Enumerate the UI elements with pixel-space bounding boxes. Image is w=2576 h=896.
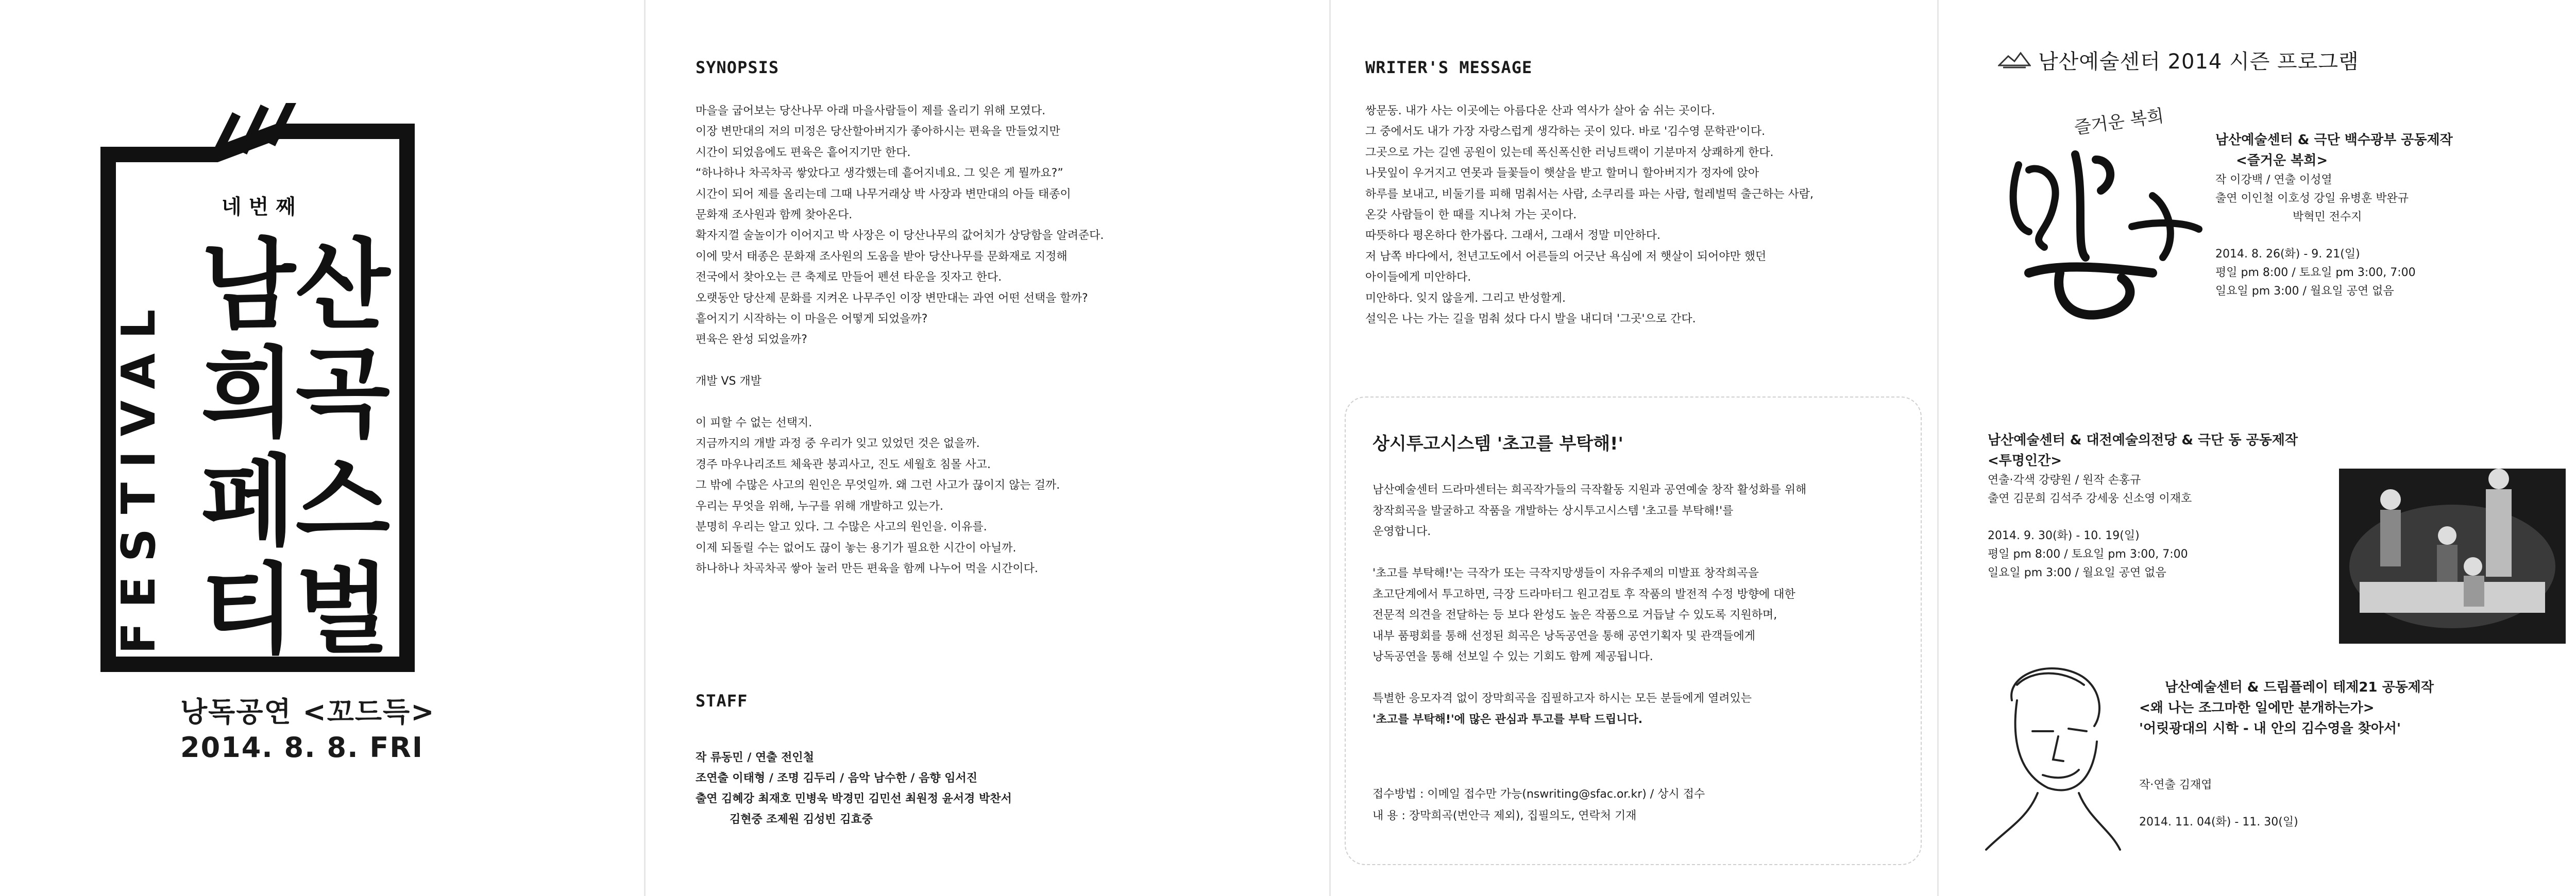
program-schedule: 일요일 pm 3:00 / 월요일 공연 없음: [2215, 285, 2394, 298]
synopsis-subheading: 개발 VS 개발: [696, 375, 762, 388]
program-title: <왜 나는 조그마한 일에만 분개하는가>: [2139, 700, 2375, 716]
synopsis-line: 편육은 완성 되었을까?: [696, 333, 807, 347]
program-detail: 출연 김문희 김석주 강세웅 신소영 이재호: [1988, 492, 2192, 505]
staff-line: 김현중 조제원 김성빈 김효중: [730, 813, 873, 826]
synopsis-line: 마을을 굽어보는 당산나무 아래 마을사람들이 제를 올리기 위해 모였다.: [696, 105, 1046, 117]
notice-line: 전문적 의견을 전달하는 등 보다 완성도 높은 작품으로 거듭날 수 있도록 지원하며,: [1372, 609, 1777, 622]
synopsis-line: 이에 맞서 태종은 문화재 조사원의 도움을 받아 당산나무를 문화재로 지정해: [696, 250, 1067, 263]
synopsis-line: “하나하나 차곡차곡 쌓았다고 생각했는데 흩어지네요. 그 잊은 게 뭘까요?”: [696, 167, 1063, 180]
notice-line: 낭독공연을 통해 선보일 수 있는 기회도 함께 제공됩니다.: [1372, 650, 1653, 663]
staff-credits: [696, 748, 1303, 830]
staff-heading: STAFF: [696, 691, 748, 711]
synopsis-line: 확자지껄 술놀이가 이어지고 박 사장은 이 당산나무의 값어치가 상당함을 알려준다.: [696, 229, 1104, 243]
submission-notice-box: [1345, 397, 1922, 865]
notice-line: 초고단계에서 투고하면, 극장 드라마터그 원고검토 후 작품의 발전적 수정 방향에 대한: [1372, 588, 1795, 601]
program-spacer: [1988, 508, 2298, 527]
writer-line: 그곳으로 가는 길엔 공원이 있는데 폭신폭신한 러닝트랙이 기분마저 상쾌하게 한다.: [1365, 146, 1774, 159]
synopsis-line: 이장 변만대의 저의 미정은 당산할아버지가 좋아하시는 편육을 만들었지만: [696, 125, 1060, 139]
program-title: <즐거운 복희>: [2236, 153, 2328, 168]
submission-notice-text: [1372, 480, 1913, 730]
namsan-logo-icon: [1998, 50, 2031, 71]
program-detail: 작 이강백 / 연출 이성열: [2215, 174, 2332, 186]
writer-line: 쌍문동. 내가 사는 이곳에는 아름다운 산과 역사가 살아 숨 쉬는 곳이다.: [1365, 105, 1715, 117]
program-schedule: 평일 pm 8:00 / 토요일 pm 3:00, 7:00: [2215, 266, 2416, 279]
notice-line: 내부 품평회를 통해 선정된 희곡은 낭독공연을 통해 공연기획자 및 관객들에게: [1372, 629, 1756, 643]
synopsis-line: 오랫동안 당산제 문화를 지켜온 나무주인 이장 변만대는 과연 어떤 선택을 할까?: [696, 291, 1088, 305]
program-spacer: [2139, 739, 2434, 757]
program-detail: 연출·각색 강량원 / 원작 손홍규: [1988, 474, 2141, 487]
staff-line: 작 류동민 / 연출 전인철: [696, 751, 814, 764]
program-title: <투명인간>: [1988, 453, 2062, 469]
synopsis-spacer: [696, 351, 1303, 371]
season-title: 남산예술센터 2014 시즌 프로그램: [2038, 50, 2359, 74]
program-item-invisible-man: [1988, 430, 2298, 582]
season-header: [1998, 45, 2359, 75]
synopsis-line: 지금까지의 개발 과정 중 우리가 잊고 있었던 것은 없을까.: [696, 437, 980, 451]
calligraphy-artwork: [1998, 103, 2214, 340]
program-spacer: [2215, 227, 2453, 245]
program-dates: 2014. 11. 04(화) - 11. 30(일): [2139, 816, 2298, 829]
performance-date: 2014. 8. 8. FRI: [180, 731, 423, 764]
submission-notice-title: 상시투고시스템 '초고를 부탁해!': [1372, 434, 1623, 454]
contact-method: 접수방법 : 이메일 접수만 가능(nswriting@sfac.or.kr) / 상시 접수: [1372, 788, 1705, 801]
festival-logo: [98, 103, 639, 711]
notice-line: 창작희곡을 발굴하고 작품을 개발하는 상시투고시스템 '초고를 부탁해!'를: [1372, 504, 1734, 518]
notice-spacer: [1372, 543, 1913, 564]
writer-line: 하루를 보내고, 비둘기를 피해 멈춰서는 사람, 소쿠리를 파는 사람, 헐레벌떡 출근하는 사람,: [1365, 187, 1814, 201]
contact-content: 내 용 : 장막희곡(번안극 제외), 집필의도, 연락처 기재: [1372, 809, 1637, 822]
logo-title-line-1: 남산: [201, 229, 391, 342]
writer-line: 저 남쪽 바다에서, 천년고도에서 어른들의 어긋난 욕심에 저 햇살이 되어야만 했던: [1365, 250, 1767, 263]
writer-line: 나뭇잎이 우거지고 연못과 들꽃들이 햇살을 받고 할머니 할아버지가 정자에 앉아: [1365, 167, 1759, 180]
synopsis-line: 문화재 조사원과 함께 찾아온다.: [696, 209, 853, 222]
season-program-panel: [1937, 0, 2576, 896]
notice-line: 남산예술센터 드라마센터는 희곡작가들의 극작활동 지원과 공연예술 창작 활성화를 위해: [1372, 484, 1807, 496]
writer-message-heading: WRITER'S MESSAGE: [1365, 58, 1533, 77]
staff-line: 조연출 이태형 / 조명 김두리 / 음악 남수한 / 음향 임서진: [696, 772, 977, 785]
writer-line: 온갖 사람들이 한 때를 지나쳐 가는 곳이다.: [1365, 209, 1577, 222]
writer-line: 설익은 나는 가는 길을 멈춰 섰다 다시 발을 내디뎌 '그곳'으로 간다.: [1365, 313, 1696, 326]
program-title: 남산예술센터 & 드림플레이 테제21 공동제작: [2165, 680, 2434, 695]
writer-message-panel: [1329, 0, 1937, 896]
synopsis-spacer: [696, 392, 1303, 413]
program-title: '어릿광대의 시학 - 내 안의 김수영을 찾아서': [2139, 721, 2401, 736]
stage-photo-image: [2329, 412, 2571, 669]
program-dates: 2014. 9. 30(화) - 10. 19(일): [1988, 529, 2140, 542]
synopsis-line: 그 밖에 수많은 사고의 원인은 무엇일까. 왜 그런 사고가 끊이지 않는 걸까.: [696, 479, 1060, 492]
logo-edition: 네 번 째: [222, 195, 296, 219]
program-schedule: 평일 pm 8:00 / 토요일 pm 3:00, 7:00: [1988, 548, 2188, 561]
writer-line: 아이들에게 미안하다.: [1365, 271, 1471, 284]
synopsis-panel: [644, 0, 1329, 896]
logo-title-line-4: 티벌: [201, 553, 391, 667]
synopsis-line: 분명히 우리는 알고 있다. 그 수많은 사고의 원인을. 이유를.: [696, 521, 987, 534]
program-title: 남산예술센터 & 대전예술의전당 & 극단 동 공동제작: [1988, 433, 2298, 448]
logo-title-line-2: 희곡: [201, 337, 391, 451]
logo-title-line-3: 페스: [201, 445, 391, 559]
synopsis-line: 경주 마우나리조트 체육관 붕괴사고, 진도 세월호 침몰 사고.: [696, 458, 991, 471]
festival-cover-panel: [0, 0, 644, 896]
program-detail: 박혁민 전수지: [2293, 211, 2362, 223]
writer-message-text: [1365, 101, 1922, 330]
synopsis-line: 이 피할 수 없는 선택지.: [696, 417, 812, 430]
synopsis-line: 시간이 되어 제를 올리는데 그때 나무거래상 박 사장과 변만대의 아들 태종이: [696, 187, 1071, 201]
writer-line: 따뜻하다 평온하다 한가롭다. 그래서, 그래서 정말 미안하다.: [1365, 229, 1660, 243]
synopsis-line: 이제 되돌릴 수는 없어도 끊이 놓는 용기가 필요한 시간이 아닐까.: [696, 541, 1016, 555]
synopsis-text: [696, 101, 1303, 579]
synopsis-line: 하나하나 차곡차곡 쌓아 눌러 만든 편육을 함께 나누어 먹을 시간이다.: [696, 562, 1038, 575]
program-detail: 작·연출 김재엽: [2139, 779, 2212, 791]
submission-contact: [1372, 784, 1705, 827]
writer-line: 그 중에서도 내가 가장 자랑스럽게 생각하는 곳이 있다. 바로 '김수영 문학관'이다.: [1365, 125, 1766, 139]
notice-line: '초고를 부탁해!'에 많은 관심과 투고를 부탁 드립니다.: [1372, 713, 1643, 726]
program-dates: 2014. 8. 26(화) - 9. 21(일): [2215, 248, 2360, 261]
writer-line: 미안하다. 잊지 않을게. 그리고 반성할게.: [1365, 291, 1566, 305]
notice-spacer: [1372, 668, 1913, 689]
notice-line: '초고를 부탁해!'는 극작가 또는 극작지망생들이 자유주제의 미발표 창작희곡을: [1372, 567, 1759, 580]
program-detail: 출연 이인철 이호성 강일 유병훈 박완규: [2215, 192, 2409, 205]
program-item-joyful-bokhui: [2215, 130, 2453, 301]
program-spacer: [2139, 757, 2434, 776]
synopsis-line: 전국에서 찾아오는 큰 축제로 만들어 펜션 타운을 짓자고 한다.: [696, 271, 1002, 284]
program-schedule: 일요일 pm 3:00 / 월요일 공연 없음: [1988, 566, 2166, 579]
program-item-kim-suyoung: [2139, 677, 2434, 832]
program-spacer: [2139, 795, 2434, 813]
synopsis-line: 우리는 무엇을 위해, 누구를 위해 개발하고 있는가.: [696, 499, 943, 513]
svg-text:즐거운 복희: 즐거운 복희: [2073, 105, 2165, 139]
logo-vertical-word: FESTIVAL: [112, 295, 166, 654]
synopsis-line: 흩어지기 시작하는 이 마을은 어떻게 되었을까?: [696, 313, 928, 326]
synopsis-heading: SYNOPSIS: [696, 58, 779, 77]
reading-performance-title: 낭독공연 <꼬드득>: [180, 696, 435, 728]
synopsis-line: 시간이 되었음에도 편육은 흩어지기만 한다.: [696, 146, 911, 159]
notice-line: 운영합니다.: [1372, 525, 1431, 538]
portrait-sketch-image: [1976, 654, 2125, 860]
notice-line: 특별한 응모자격 없이 장막희곡을 집필하고자 하시는 모든 분들에게 열려있는: [1372, 692, 1752, 705]
staff-line: 출연 김혜강 최재호 민병욱 박경민 김민선 최원정 윤서경 박찬서: [696, 792, 1012, 805]
program-title: 남산예술센터 & 극단 백수광부 공동제작: [2215, 132, 2453, 148]
